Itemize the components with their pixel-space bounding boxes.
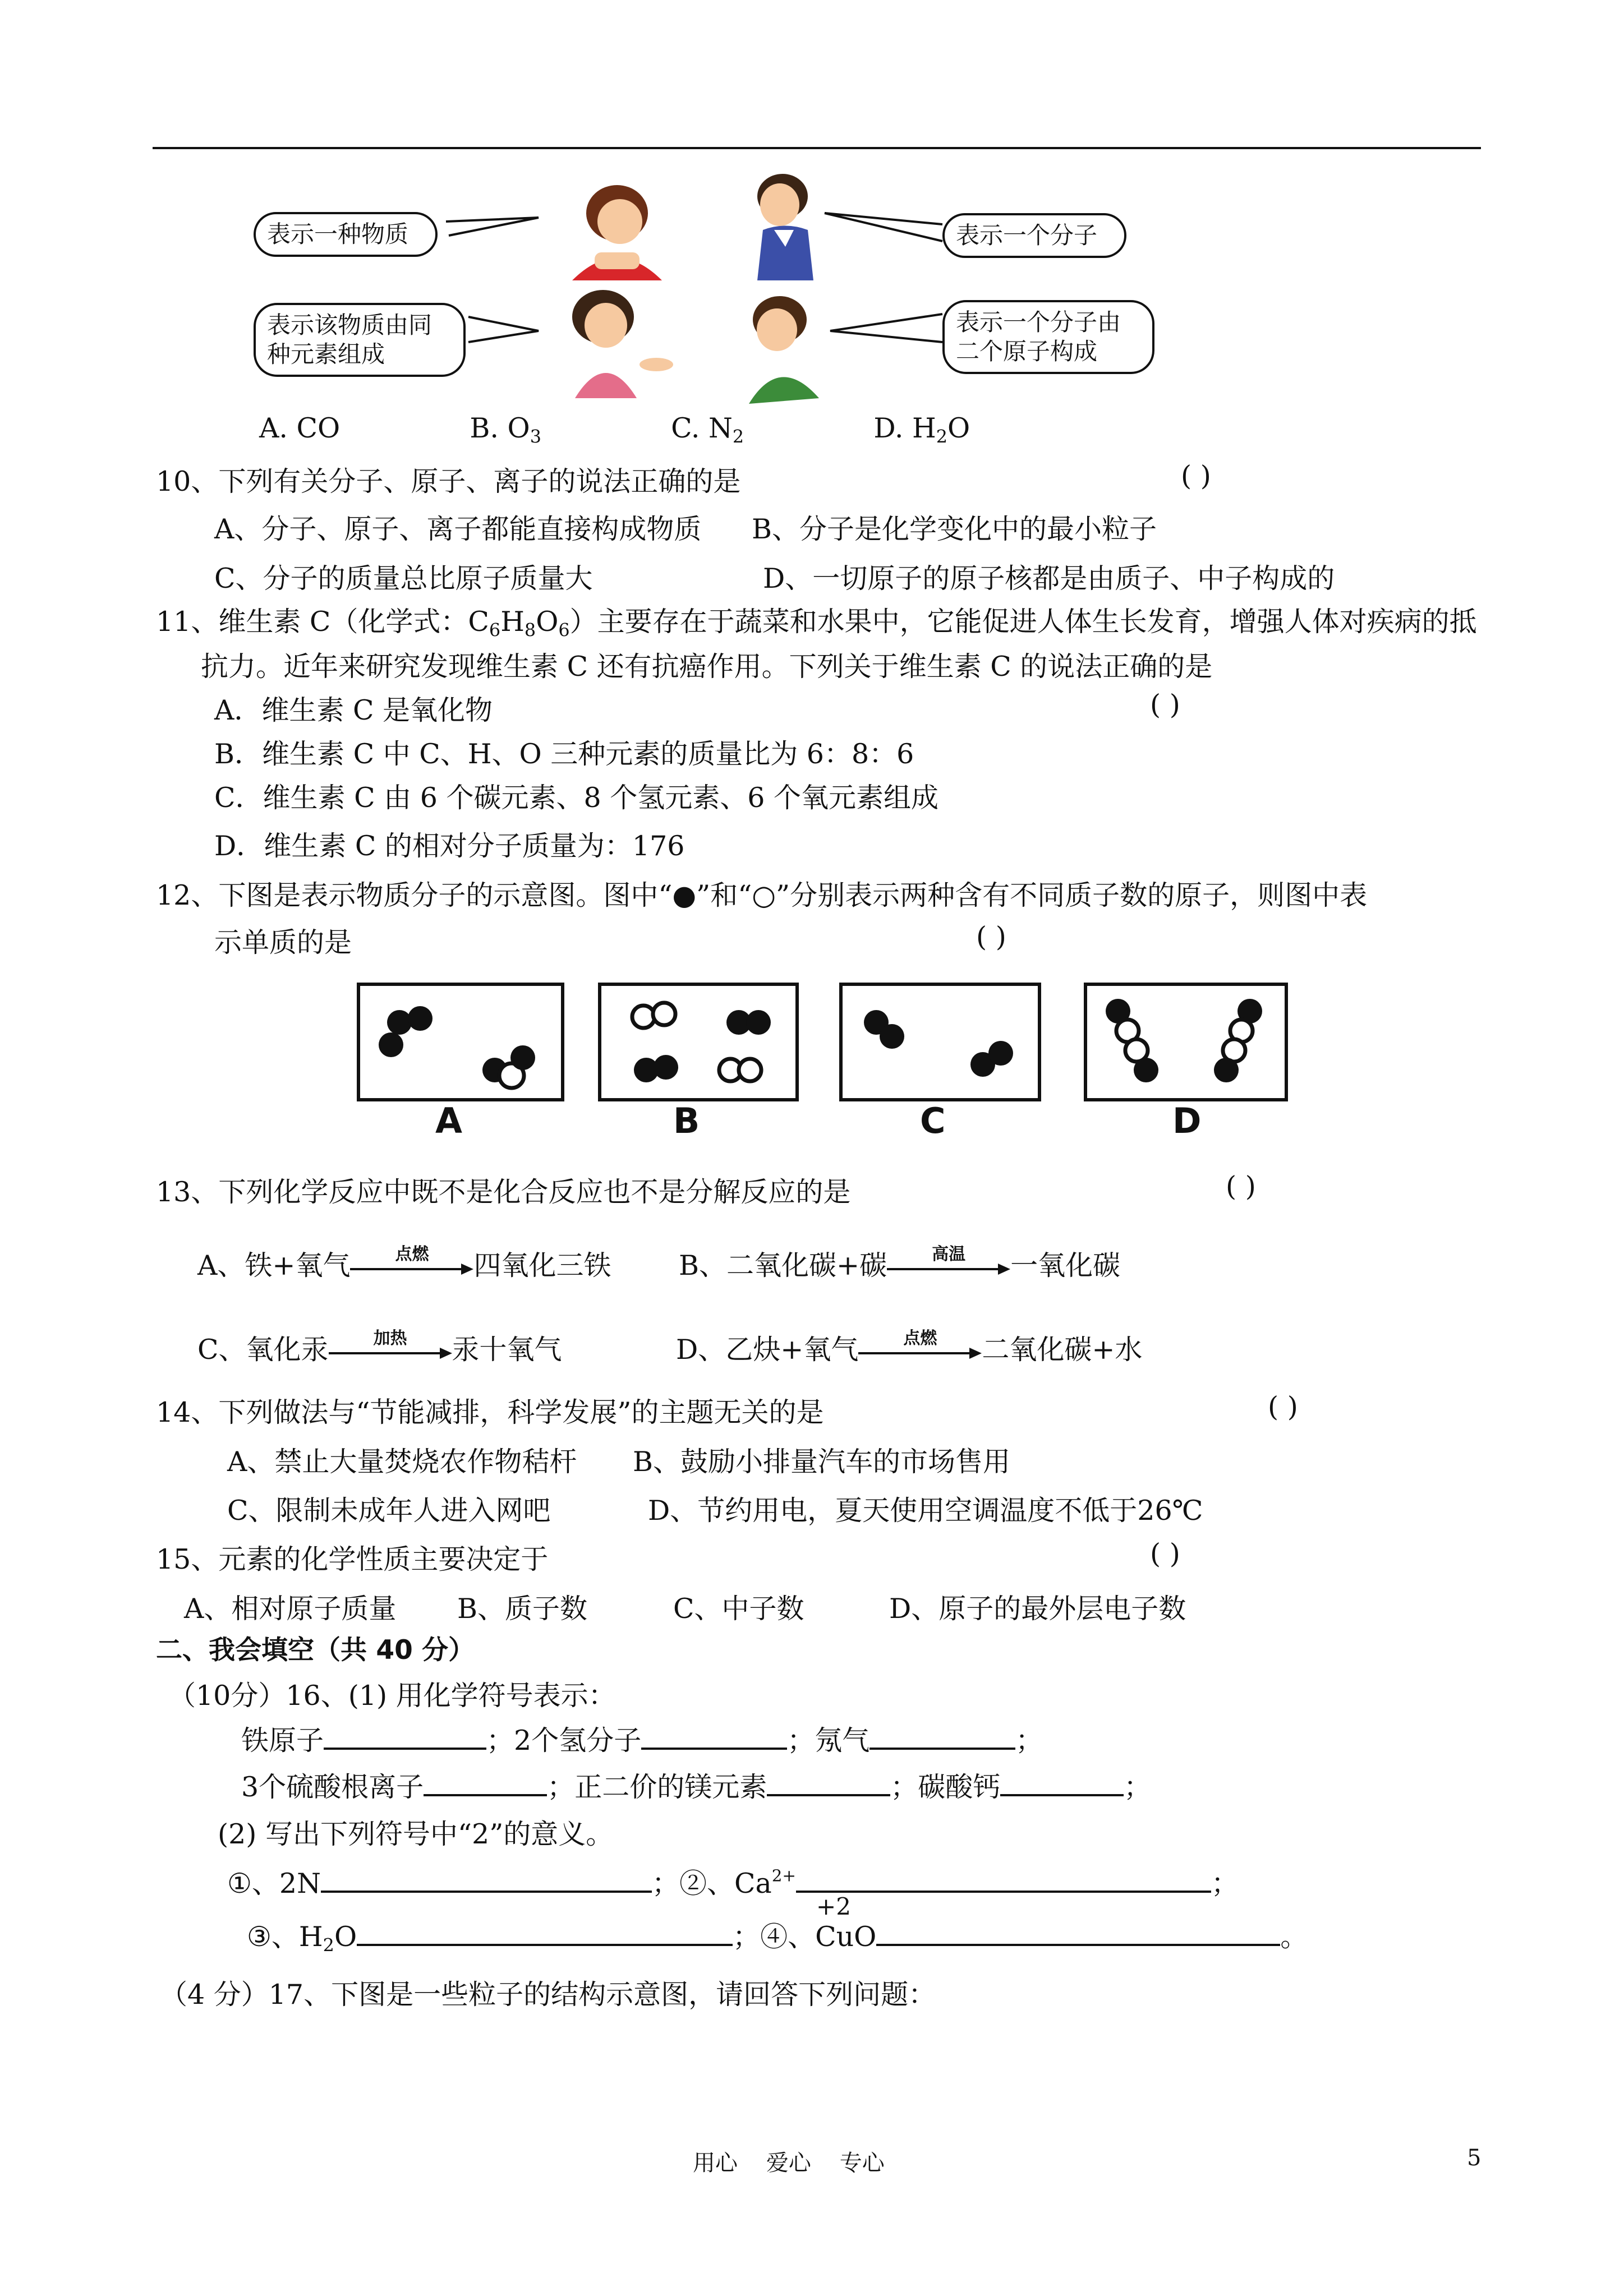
reaction-arrow-icon: 点燃 — [350, 1257, 473, 1279]
answer-blank[interactable] — [869, 1724, 1015, 1750]
q9-option-d: D. $H_2O$ — [873, 412, 970, 448]
q11-stem: 11、维生素 C（化学式：$C_6H_8O_6$）主要存在于蔬菜和水果中，它能促进人体生长发育，增强人体对疾病的抵 — [156, 606, 1477, 641]
q10-option-a: A、分子、原子、离子都能直接构成物质 — [214, 513, 702, 545]
box-label-a: A — [435, 1100, 462, 1141]
box-label-b: B — [673, 1100, 700, 1141]
q10-answer-paren: ( ) — [1181, 460, 1211, 492]
q14-option-c: C、限制未成年人进入网吧 — [227, 1495, 551, 1527]
bubble-text: 表示一个分子 — [956, 222, 1098, 249]
q15-option-d: D、原子的最外层电子数 — [889, 1593, 1186, 1625]
q14-stem: 14、下列做法与“节能减排，科学发展”的主题无关的是 — [156, 1396, 824, 1428]
q16-line2: 3个硫酸根离子 ；正二价的镁元素 ；碳酸钙 ； — [241, 1771, 1152, 1803]
man-cartoon-icon — [735, 168, 836, 280]
q10-option-d: D、一切原子的原子核都是由质子、中子构成的 — [763, 563, 1335, 594]
boy-green-cartoon-icon — [729, 292, 841, 404]
bubble-text: 表示该物质由同种元素组成 — [267, 311, 433, 368]
reaction-arrow-icon: 加热 — [329, 1341, 452, 1363]
girl-cartoon-icon — [553, 286, 682, 398]
valence-mark: +2 — [816, 1893, 851, 1920]
answer-blank[interactable] — [641, 1724, 787, 1750]
q14-option-a: A、禁止大量焚烧农作物秸杆 — [227, 1446, 577, 1478]
q14-option-d: D、节约用电，夏天使用空调温度不低于26℃ — [648, 1495, 1203, 1527]
bubble-text: 表示一个分子由二个原子构成 — [956, 308, 1121, 365]
q15-answer-paren: ( ) — [1150, 1538, 1180, 1570]
q11-option-d: D．维生素 C 的相对分子质量为：176 — [214, 830, 685, 862]
answer-blank[interactable] — [357, 1920, 733, 1946]
q10-option-b: B、分子是化学变化中的最小粒子 — [752, 513, 1157, 545]
molecule-box-d — [1084, 983, 1288, 1101]
footer-slogan: 用心 爱心 专心 — [693, 2150, 885, 2176]
box-label-c: C — [920, 1100, 946, 1141]
q13-option-b: B、二氧化碳+碳 高温 一氧化碳 — [679, 1244, 1121, 1281]
q14-option-b: B、鼓励小排量汽车的市场售用 — [633, 1446, 1011, 1478]
q11-option-b: B．维生素 C 中 C、H、O 三种元素的质量比为 6：8：6 — [214, 738, 914, 770]
q13-stem: 13、下列化学反应中既不是化合反应也不是分解反应的是 — [156, 1176, 851, 1208]
answer-blank[interactable] — [424, 1771, 547, 1796]
boy-cartoon-icon — [555, 179, 679, 280]
q9-option-b: B. $O_3$ — [470, 412, 541, 448]
reaction-arrow-icon: 点燃 — [858, 1341, 982, 1363]
molecule-box-c — [839, 983, 1041, 1101]
answer-blank[interactable] — [321, 1867, 652, 1893]
q10-option-c: C、分子的质量总比原子质量大 — [214, 563, 593, 594]
q15-option-c: C、中子数 — [673, 1593, 804, 1625]
section-heading: 二、我会填空（共 40 分） — [156, 1635, 475, 1666]
q12-stem-line2: 示单质的是 — [214, 926, 352, 958]
q11-option-c: C．维生素 C 由 6 个碳元素、8 个氢元素、6 个氧元素组成 — [214, 782, 938, 814]
q17-stem: （4 分）17、下图是一些粒子的结构示意图，请回答下列问题： — [160, 1979, 936, 2011]
page-number: 5 — [1467, 2145, 1482, 2171]
molecule-box-a — [357, 983, 564, 1101]
q13-option-c: C、氧化汞 加热 汞十氧气 — [197, 1328, 562, 1366]
box-label-d: D — [1172, 1100, 1202, 1141]
q16-line4: ③、$H_2O$ ；④、CuO 。 — [247, 1921, 1308, 1956]
q12-answer-paren: ( ) — [976, 921, 1006, 953]
answer-blank[interactable] — [1000, 1771, 1124, 1796]
q15-stem: 15、元素的化学性质主要决定于 — [156, 1543, 549, 1575]
q16-line3: ①、2N ；②、$Ca^{2+}$ ； — [227, 1866, 1239, 1899]
q13-answer-paren: ( ) — [1226, 1170, 1256, 1202]
q13-option-a: A、铁+氧气 点燃 四氧化三铁 — [197, 1244, 611, 1281]
q9-option-a: A. CO — [259, 412, 341, 444]
q11-answer-paren: ( ) — [1150, 689, 1180, 721]
q12-stem: 12、下图是表示物质分子的示意图。图中“●”和“○”分别表示两种含有不同质子数的原子，则图中表 — [156, 879, 1368, 911]
molecule-box-b — [598, 983, 799, 1101]
q16-line1: 铁原子 ；2个氢分子 ；氖气 ； — [241, 1725, 1043, 1756]
answer-blank[interactable] — [796, 1867, 1211, 1893]
q15-option-a: A、相对原子质量 — [184, 1593, 397, 1625]
bubble-text: 表示一种物质 — [267, 220, 409, 248]
q15-option-b: B、质子数 — [457, 1593, 588, 1625]
answer-blank[interactable] — [767, 1771, 890, 1796]
q16-part2: (2) 写出下列符号中“2”的意义。 — [218, 1818, 614, 1850]
q16-stem: （10分）16、(1) 用化学符号表示： — [168, 1680, 616, 1712]
q9-options — [259, 412, 970, 448]
q13-option-d: D、乙炔+氧气 点燃 二氧化碳+水 — [676, 1328, 1143, 1366]
answer-blank[interactable] — [876, 1920, 1280, 1946]
q14-answer-paren: ( ) — [1268, 1391, 1298, 1423]
q11-stem-line2: 抗力。近年来研究发现维生素 C 还有抗癌作用。下列关于维生素 C 的说法正确的是 — [201, 651, 1213, 683]
answer-blank[interactable] — [324, 1724, 486, 1750]
reaction-arrow-icon: 高温 — [887, 1257, 1010, 1279]
q11-option-a: A．维生素 C 是氧化物 — [214, 694, 493, 726]
q10-stem: 10、下列有关分子、原子、离子的说法正确的是 — [156, 465, 741, 497]
q9-option-c: C. $N_2$ — [671, 412, 744, 448]
